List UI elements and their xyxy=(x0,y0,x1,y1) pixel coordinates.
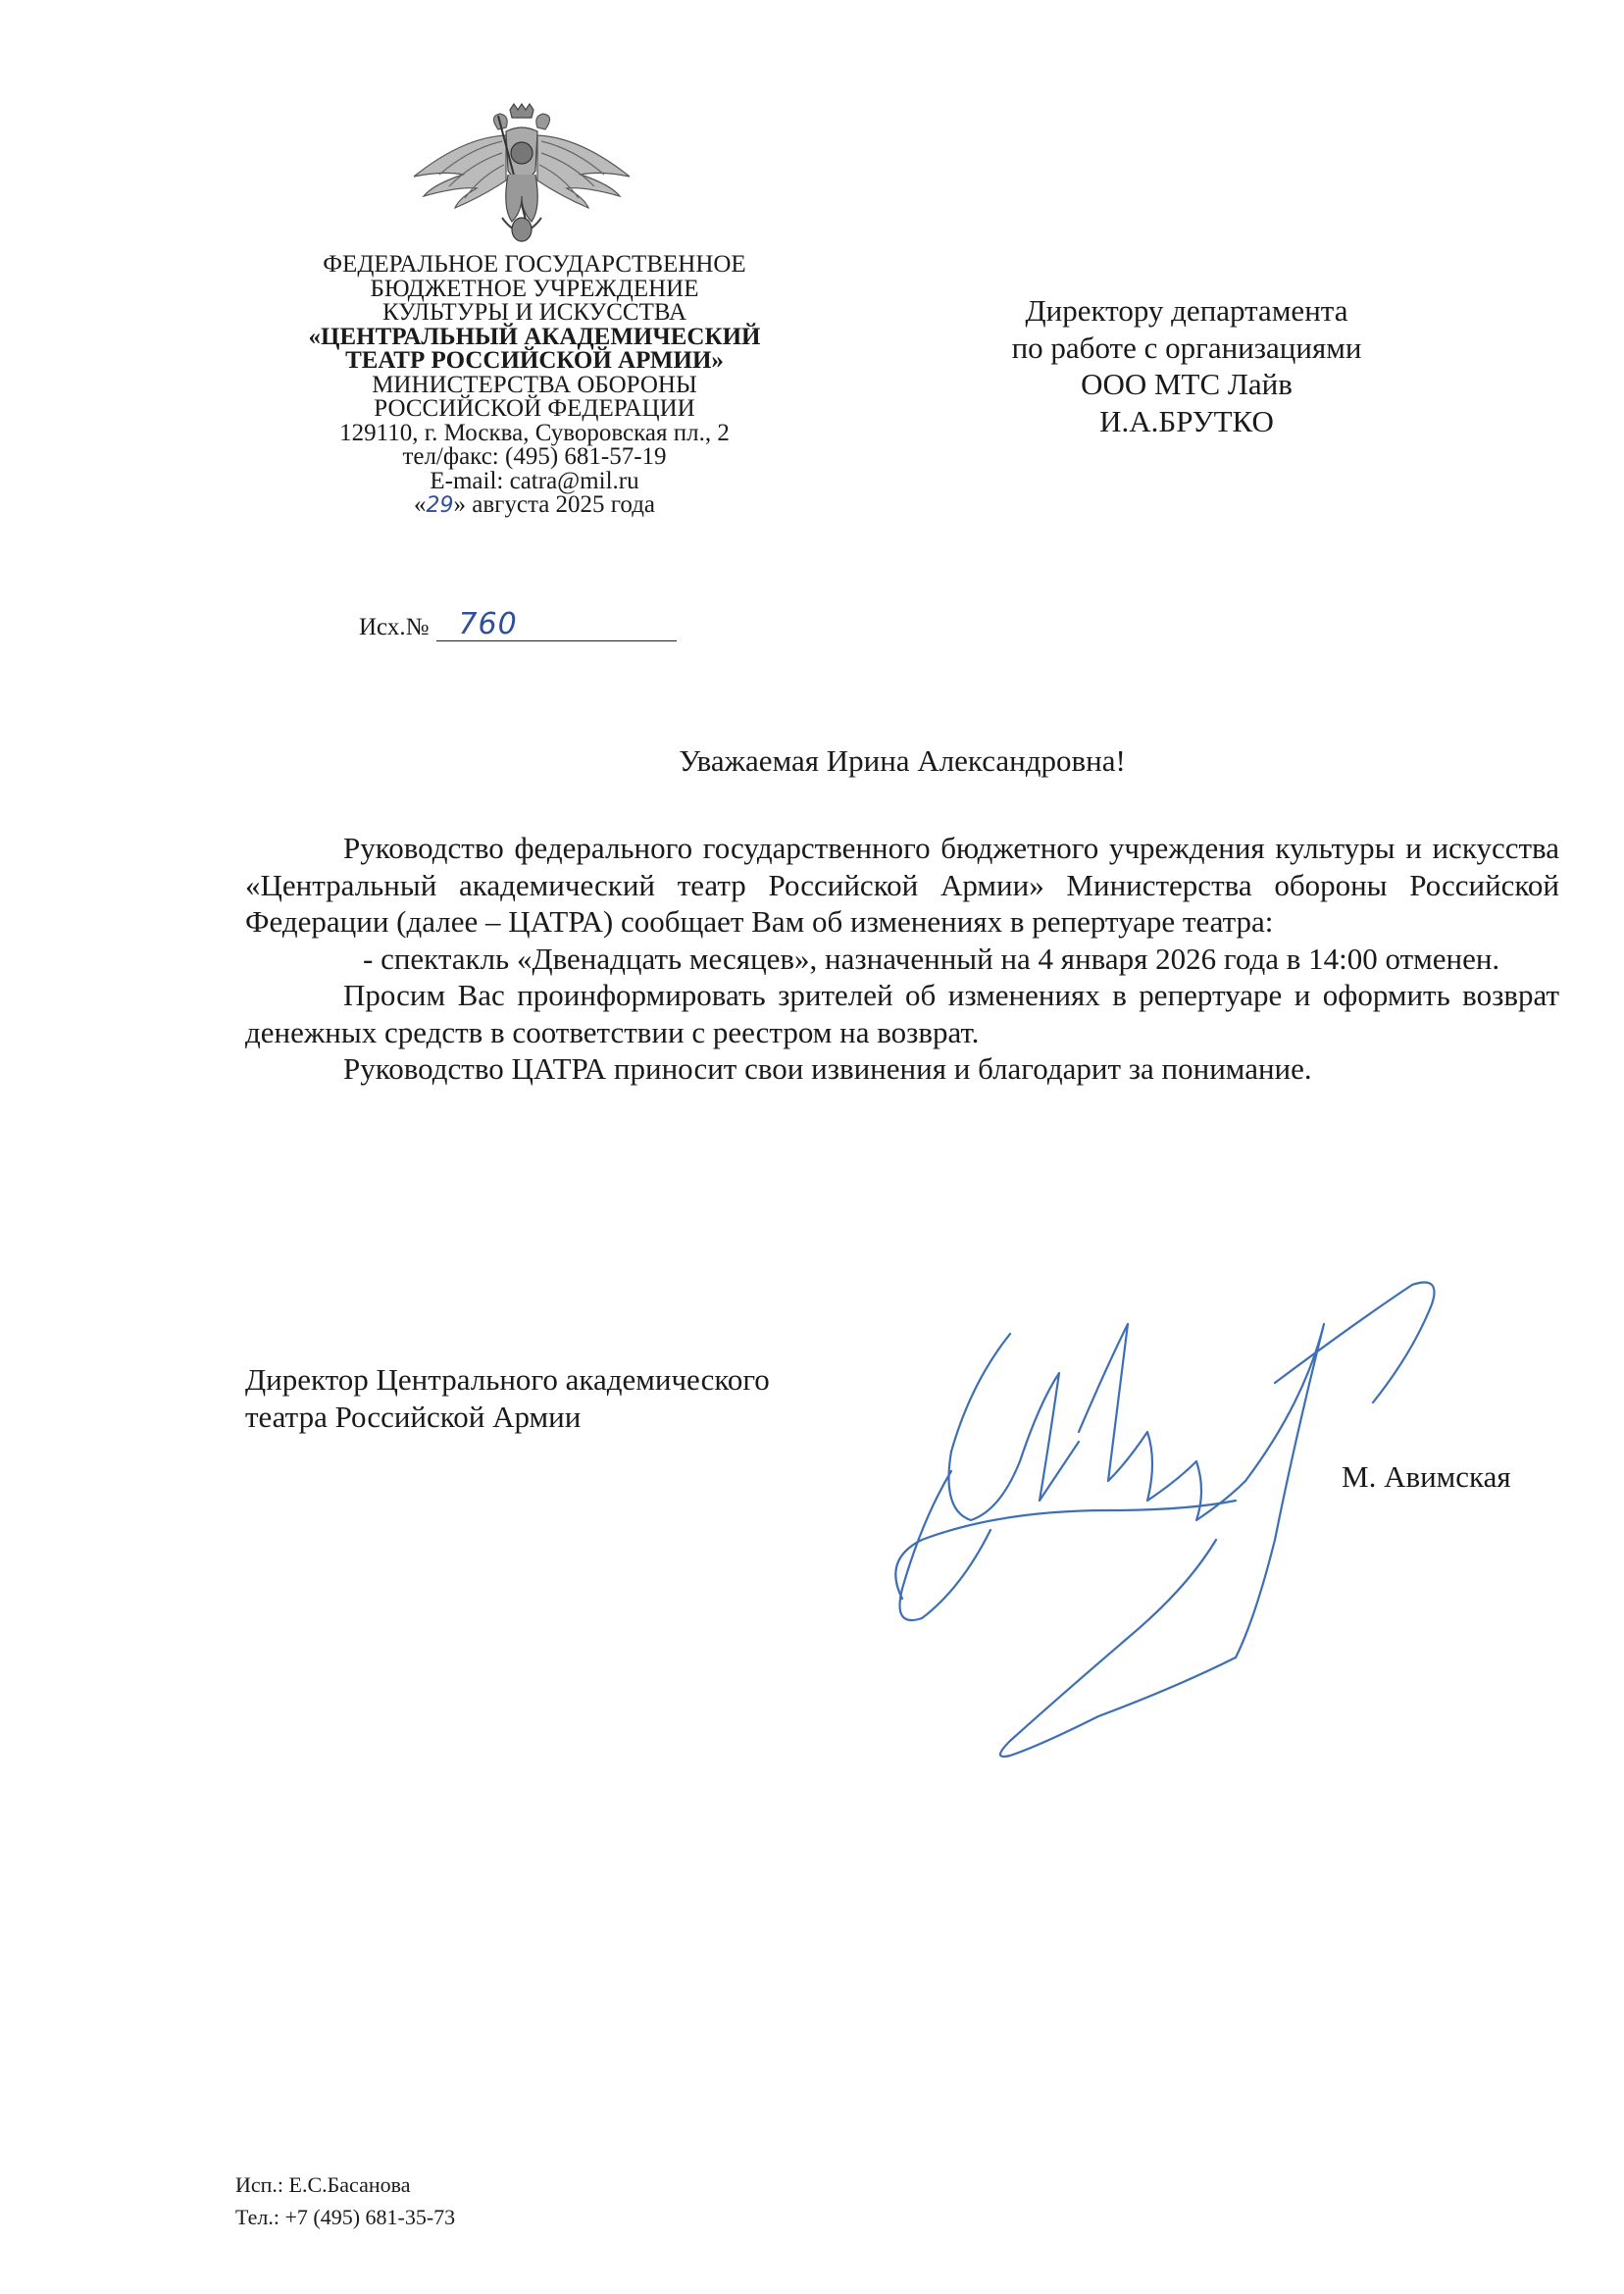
salutation: Уважаемая Ирина Александровна! xyxy=(679,743,1126,778)
date-open-quote: « xyxy=(413,491,427,518)
body-paragraph-2: - спектакль «Двенадцать месяцев», назначенный на 4 января 2026 года в 14:00 отменен. xyxy=(363,941,1500,976)
reference-label: Исх.№ xyxy=(359,614,430,640)
letterhead-line-1: ФЕДЕРАЛЬНОЕ ГОСУДАРСТВЕННОЕ xyxy=(323,251,746,278)
reference-number-handwritten: 760 xyxy=(458,607,518,641)
letterhead-line-3: КУЛЬТУРЫ И ИСКУССТВА xyxy=(381,299,687,326)
executor-phone: Тел.: +7 (495) 681-35-73 xyxy=(235,2205,456,2229)
addressee-line-3: ООО МТС Лайв xyxy=(1081,367,1293,401)
handwritten-signature xyxy=(863,1265,1471,1775)
outgoing-reference xyxy=(359,607,677,641)
letterhead-line-2: БЮДЖЕТНОЕ УЧРЕЖДЕНИЕ xyxy=(370,275,699,302)
addressee-line-1: Директору департамента xyxy=(1025,293,1348,328)
addressee-line-4: И.А.БРУТКО xyxy=(1099,403,1274,438)
signatory-name: М. Авимская xyxy=(1342,1459,1511,1494)
signatory-title xyxy=(245,1361,770,1435)
date-day-handwritten: 29 xyxy=(426,493,454,518)
sender-phone: тел/факс: (495) 681-57-19 xyxy=(402,443,667,470)
ministry-line-2: РОССИЙСКОЙ ФЕДЕРАЦИИ xyxy=(374,395,695,422)
date-month-year: » августа 2025 года xyxy=(453,491,656,518)
body-paragraph-4: Руководство ЦАТРА приносит свои извинения и благодарит за понимание. xyxy=(343,1051,1312,1086)
double-headed-eagle-emblem xyxy=(404,102,639,249)
organization-name-line-1: «ЦЕНТРАЛЬНЫЙ АКАДЕМИЧЕСКИЙ xyxy=(308,323,761,350)
letter-body xyxy=(245,830,1559,1088)
executor-name: Исп.: Е.С.Басанова xyxy=(235,2172,411,2197)
addressee-block xyxy=(961,292,1412,439)
body-paragraph-3: Просим Вас проинформировать зрителей об изменениях в репертуаре и оформить возврат денежных средств в соответствии с реестром на возврат. xyxy=(245,978,1559,1049)
ministry-line-1: МИНИСТЕРСТВА ОБОРОНЫ xyxy=(372,371,697,398)
letter-date xyxy=(245,493,824,519)
addressee-line-2: по работе с организациями xyxy=(1011,330,1362,365)
organization-name-line-2: ТЕАТР РОССИЙСКОЙ АРМИИ» xyxy=(345,347,724,374)
sender-letterhead xyxy=(245,253,824,519)
signatory-title-line-1: Директор Центрального академического xyxy=(245,1362,770,1397)
executor-footer xyxy=(235,2168,455,2233)
reference-field xyxy=(436,607,677,641)
signatory-title-line-2: театра Российской Армии xyxy=(245,1399,582,1434)
body-paragraph-1: Руководство федерального государственного бюджетного учреждения культуры и искусства «Центральный академический театр Российской Армии» Министерства обороны Российской Федерации (далее – ЦАТРА) сообщает Вам об изменениях в репертуаре театра: xyxy=(245,831,1559,939)
sender-email: E-mail: catra@mil.ru xyxy=(430,467,639,494)
sender-address: 129110, г. Москва, Суворовская пл., 2 xyxy=(339,419,730,446)
